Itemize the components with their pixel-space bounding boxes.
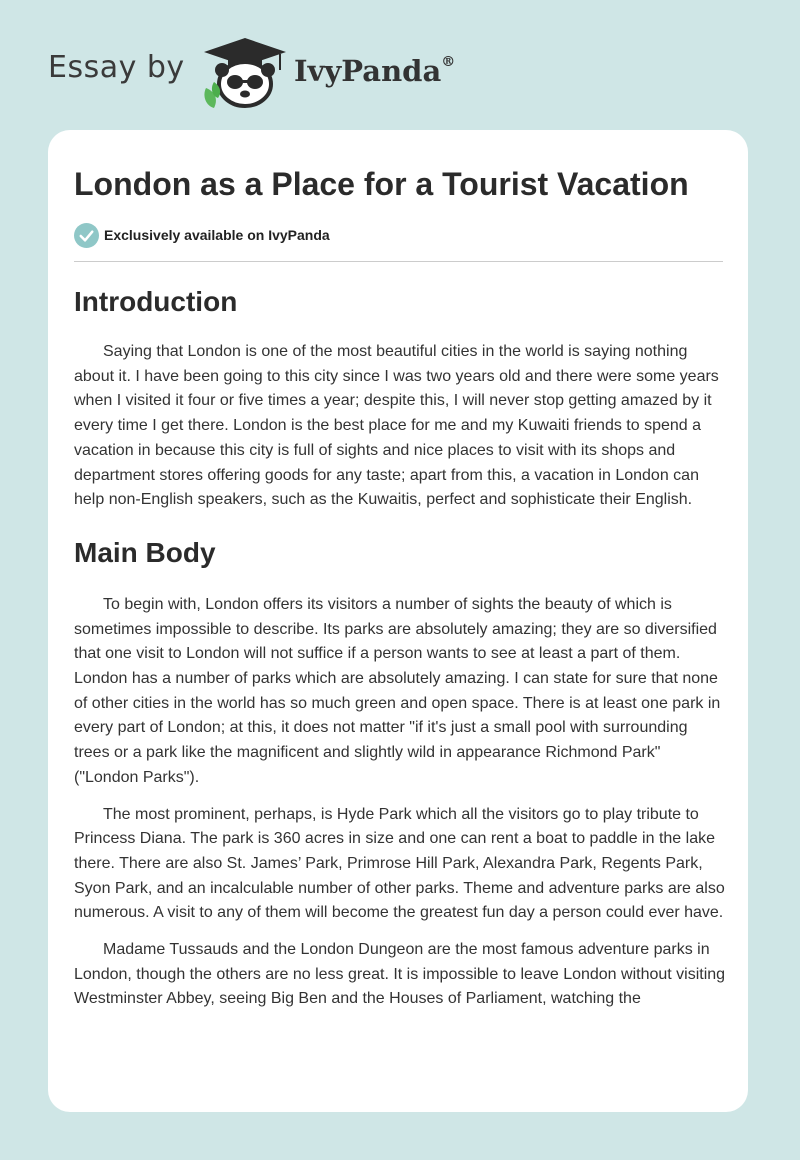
essay-body: [74, 278, 726, 1012]
paragraph: To begin with, London offers its visitors a number of sights the beauty of which is sometimes impossible to describe. Its parks are absolutely amazing; they are so diversified that one visit to London will not suffice if a person wants to see at least a part of them. London has a number of parks which are absolutely amazing. I can state for sure that none of other cities in the world has so much green and open space. There is at least one park in every part of London; at this, it does not matter "if it's just a small pool with surrounding trees or a park like the magnificent and slightly wild in appearance Richmond Park" ("London Parks").: [74, 595, 721, 786]
section-heading-main-body: Main Body: [74, 536, 216, 568]
brand-name[interactable]: IvyPanda®: [294, 54, 456, 88]
check-circle-icon: [74, 223, 99, 248]
exclusive-badge: [74, 222, 330, 248]
paragraph: The most prominent, perhaps, is Hyde Park which all the visitors go to play tribute to Princess Diana. The park is 360 acres in size and one can rent a boat to paddle in the lake there. There are also St. James’ Park, Primrose Hill Park, Alexandra Park, Regents Park, Syon Park, and an incalculable number of other parks. Theme and adventure parks are also numerous. A visit to any of them will become the greatest fun day a person could ever have.: [74, 805, 725, 922]
registered-mark: ®: [441, 54, 456, 71]
section-heading-introduction: Introduction: [74, 286, 238, 317]
essay-by-label: Essay by: [48, 50, 185, 85]
site-header: [0, 0, 800, 130]
paragraph: Saying that London is one of the most beautiful cities in the world is saying nothing about it. I have been going to this city since I was two years old and there were some years when I visited it four or five times a year; despite this, I will never stop getting amazed by it every time I get there. London is the best place for me and my Kuwaiti friends to spend a vacation in because this city is full of sights and nice places to visit with its shops and department stores offering goods for any taste; apart from this, a vacation in London can help non-English speakers, such as the Kuwaitis, perfect and sophisticate their English.: [74, 343, 719, 509]
badge-text: Exclusively available on IvyPanda: [104, 227, 330, 243]
essay-card: [48, 130, 748, 1112]
paragraph: Madame Tussauds and the London Dungeon are the most famous adventure parks in London, though the others are no less great. It is impossible to leave London without visiting Westminster Abbey, seeing Big Ben and the Houses of Parliament, watching the: [74, 941, 726, 1008]
divider: [74, 261, 723, 262]
panda-graduate-icon: [200, 36, 290, 110]
page-title: London as a Place for a Tourist Vacation: [74, 166, 689, 202]
